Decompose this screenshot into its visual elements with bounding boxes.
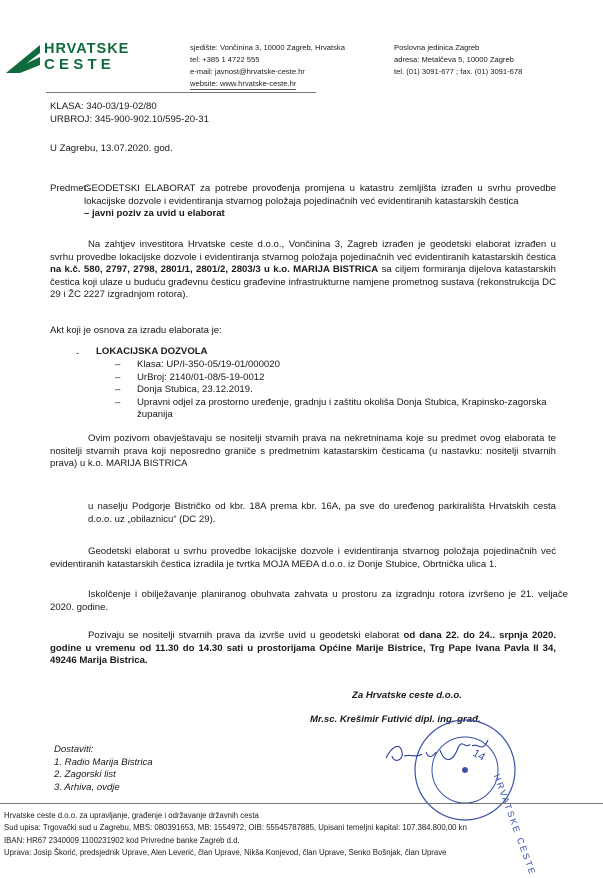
notice-paragraph-1: Ovim pozivom obavještavaju se nositelji stvarnih prava na nekretninama koje su predmet ovog elaborata te nositelji stvarnih prava koji neposredno graniče s predmetnim katastarskim česticama (u nastavku: nositelji stvarnih prava) u k.o. MARIJA BISTRICA — [50, 433, 556, 470]
act-place-date: – Donja Stubica, 23.12.2019. — [115, 384, 561, 397]
notice-paragraph-4: Iskolčenje i obilježavanje planiranog obuhvata zahvata u prostoru za izgradnju rotora izvršeno je 21. veljače 2020. godine. — [50, 589, 568, 613]
intro-part-2: sa ciljem formiranja dijelova katastarskih čestica koji ulaze u buduću građevnu česticu građevine infrastrukturne namjene prometnog sustava (rekonstrukcija DC 29 i ŽC 2227 izgradnjom rotora). — [50, 264, 556, 301]
act-authority: – Upravni odjel za prostorno uređenje, gradnju i zaštitu okoliša Donja Stubica, Krapinsko-zagorska županija — [115, 397, 561, 422]
logo-line-1: HRVATSKE — [44, 41, 130, 57]
act-klasa: – Klasa: UP/I-350-05/19-01/000020 — [115, 359, 561, 372]
act-title: LOKACIJSKA DOZVOLA — [96, 346, 208, 357]
branch-contact — [394, 42, 594, 78]
subject-text — [84, 183, 556, 221]
urbroj: URBROJ: 345-900-902.10/595-20-31 — [50, 113, 209, 125]
notice-paragraph-5 — [50, 630, 556, 668]
logo-road-icon — [6, 43, 40, 73]
act-details — [115, 359, 561, 422]
stamp-text: HRVATSKE CESTE — [491, 772, 538, 878]
reference-block — [50, 101, 209, 126]
footer-registry: Sud upisa: Trgovački sud u Zagrebu, MBS: 080391653, MB: 1554972, OIB: 55545787885, Upisani temeljni kapital: 107.384.800,00 kn — [4, 823, 467, 833]
act-intro: Akt koji je osnova za izradu elaborata je: — [50, 325, 222, 336]
notice-p5-details: od dana 22. do 24.. srpnja 2020. godine u vremenu od 11.30 do 14.30 sati u prostorijama Općine Marije Bistrice, Trg Pape Ivana Pavla II 34, 49246 Marija Bistrica. — [50, 630, 557, 667]
footer-iban: IBAN: HR67 2340009 1100231902 kod Privredne banke Zagreb d.d. — [4, 835, 240, 845]
klasa: KLASA: 340-03/19-02/80 — [50, 101, 157, 112]
hq-phone: tel: +385 1 4722 555 — [190, 55, 260, 64]
footer-company: Hrvatske ceste d.o.o. za upravljanje, građenje i održavanje državnih cesta — [4, 811, 259, 820]
delivery-item: 3. Arhiva, ovdje — [54, 781, 120, 793]
footer-management: Uprava: Josip Škorić, predsjednik Uprave, Alen Leverić, član Uprave, Nikša Konjevod, član Uprave, Senko Bošnjak, član Uprave — [4, 848, 447, 858]
logo — [6, 40, 136, 76]
hq-address: sjedište: Vončinina 3, 10000 Zagreb, Hrvatska — [190, 43, 345, 52]
subject-label: Predmet: — [50, 183, 89, 194]
subject-subtitle: – javni poziv za uvid u elaborat — [84, 208, 225, 220]
footer-divider — [0, 803, 603, 804]
stamp-number: 14 — [470, 747, 488, 764]
official-stamp — [410, 715, 538, 878]
branch-name: Poslovna jedinica Zagreb — [394, 43, 480, 52]
notice-p5-intro: Pozivaju se nositelji stvarnih prava da izvrše uvid u geodetski elaborat — [88, 630, 404, 641]
notice-paragraph-3: Geodetski elaborat u svrhu provedbe lokacijske dozvole i evidentiranja stvarnog položaja pojedinačnih već evidentiranih katastarskih čestica izradila je tvrtka MOJA MEĐA d.o.o. iz Donje Stubice, Obrtnička ulica 1. — [50, 546, 556, 570]
logo-line-2: CESTE — [44, 56, 116, 73]
subject-body: GEODETSKI ELABORAT za potrebe provođenja promjena u katastru zemljišta izrađen u svrhu provedbe lokacijske dozvole i evidentiranja stvarnog položaja pojedinačnih već evidentiranih katastarskih čestica — [84, 183, 556, 207]
delivery-list — [54, 744, 153, 794]
hq-contact — [190, 42, 380, 90]
act-urbroj: – UrBroj: 2140/01-08/5-19-0012 — [115, 372, 561, 385]
signature-name: Mr.sc. Krešimir Futivić dipl. ing. građ. — [310, 714, 481, 725]
branch-phone-fax: tel. (01) 3091-677 ; fax. (01) 3091-678 — [394, 67, 523, 76]
delivery-item: 2. Zagorski list — [54, 769, 116, 781]
branch-address: adresa: Metalčeva 5, 10000 Zagreb — [394, 55, 514, 64]
hq-email-link[interactable]: e-mail: javnost@hrvatske-ceste.hr — [190, 67, 305, 76]
notice-paragraph-2: u naselju Podgorje Bistričko od kbr. 18A prema kbr. 16A, pa sve do uređenog parkirališta Hrvatskih cesta d.o.o. uz „obilaznicu“ (DC 29). — [88, 501, 556, 525]
place-date: U Zagrebu, 13.07.2020. god. — [50, 143, 173, 154]
intro-part-1: Na zahtjev investitora Hrvatske ceste d.o.o., Vončinina 3, Zagreb izrađen je geodetski elaborat izrađen u svrhu provedbe lokacijske dozvole i evidentiranja stvarnog položaja pojedinačnih već evidentiranih katastarskih čestica — [50, 239, 556, 263]
hq-website-link[interactable]: website: www.hrvatske-ceste.hr — [190, 79, 297, 88]
act-bullet: - — [76, 348, 80, 359]
delivery-item: 1. Radio Marija Bistrica — [54, 756, 153, 768]
intro-parcels: na k.č. 580, 2797, 2798, 2801/1, 2801/2, 2803/3 u k.o. MARIJA BISTRICA — [50, 264, 379, 276]
delivery-title: Dostaviti: — [54, 744, 94, 755]
footer — [4, 810, 467, 860]
signature-org: Za Hrvatske ceste d.o.o. — [352, 690, 462, 701]
intro-paragraph — [50, 239, 556, 302]
header-divider — [46, 92, 316, 93]
